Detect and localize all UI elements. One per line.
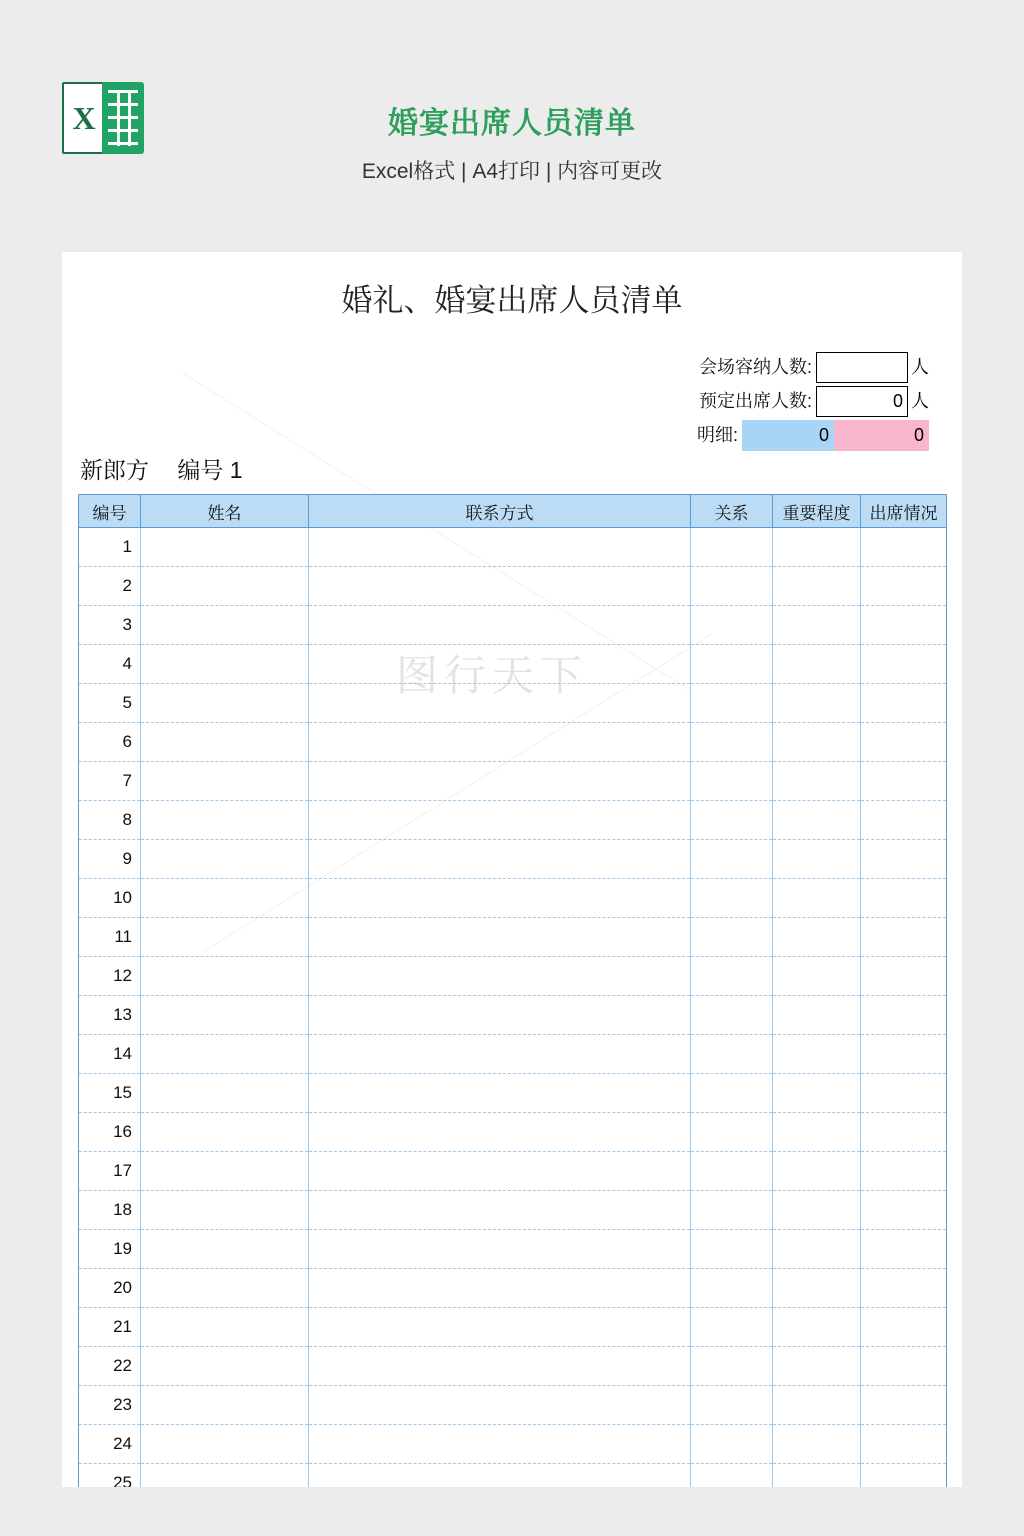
row-name-cell[interactable] bbox=[141, 1464, 309, 1488]
row-attendance-cell[interactable] bbox=[861, 1386, 947, 1425]
row-name-cell[interactable] bbox=[141, 1113, 309, 1152]
row-importance-cell[interactable] bbox=[773, 528, 861, 567]
table-row bbox=[79, 567, 947, 606]
capacity-unit: 人 bbox=[911, 357, 929, 377]
page-subtitle: Excel格式 | A4打印 | 内容可更改 bbox=[361, 160, 663, 183]
row-attendance-cell[interactable] bbox=[861, 567, 947, 606]
page-title: 婚宴出席人员清单 bbox=[388, 107, 636, 140]
row-importance-cell[interactable] bbox=[773, 1152, 861, 1191]
table-row bbox=[79, 1464, 947, 1488]
row-attendance-cell[interactable] bbox=[861, 1074, 947, 1113]
row-relation-cell[interactable] bbox=[691, 606, 773, 645]
row-importance-cell[interactable] bbox=[773, 1308, 861, 1347]
row-attendance-cell[interactable] bbox=[861, 1425, 947, 1464]
row-name-cell[interactable] bbox=[141, 528, 309, 567]
row-attendance-cell[interactable] bbox=[861, 1308, 947, 1347]
column-header-id: 编号 bbox=[79, 495, 141, 528]
row-index-cell[interactable]: 19 bbox=[79, 1230, 141, 1269]
row-name-cell[interactable] bbox=[141, 918, 309, 957]
row-name-cell[interactable] bbox=[141, 1074, 309, 1113]
row-relation-cell[interactable] bbox=[691, 1464, 773, 1488]
row-index-cell[interactable]: 25 bbox=[79, 1464, 141, 1488]
row-contact-cell[interactable] bbox=[309, 567, 691, 606]
row-name-cell[interactable] bbox=[141, 1230, 309, 1269]
table-row bbox=[79, 645, 947, 684]
row-relation-cell[interactable] bbox=[691, 918, 773, 957]
row-contact-cell[interactable] bbox=[309, 1425, 691, 1464]
table-row bbox=[79, 1035, 947, 1074]
table-row bbox=[79, 1386, 947, 1425]
watermark-text: 图行天下 bbox=[395, 654, 588, 700]
row-attendance-cell[interactable] bbox=[861, 762, 947, 801]
table-row bbox=[79, 1152, 947, 1191]
row-contact-cell[interactable] bbox=[309, 1074, 691, 1113]
table-row bbox=[79, 879, 947, 918]
row-importance-cell[interactable] bbox=[773, 1464, 861, 1488]
row-importance-cell[interactable] bbox=[773, 996, 861, 1035]
row-index-cell[interactable]: 8 bbox=[79, 801, 141, 840]
row-relation-cell[interactable] bbox=[691, 684, 773, 723]
row-attendance-cell[interactable] bbox=[861, 1152, 947, 1191]
row-relation-cell[interactable] bbox=[691, 1230, 773, 1269]
row-index-cell[interactable]: 12 bbox=[79, 957, 141, 996]
row-relation-cell[interactable] bbox=[691, 762, 773, 801]
row-index-cell[interactable]: 1 bbox=[79, 528, 141, 567]
row-importance-cell[interactable] bbox=[773, 840, 861, 879]
row-attendance-cell[interactable] bbox=[861, 840, 947, 879]
row-contact-cell[interactable] bbox=[309, 840, 691, 879]
section-number-value[interactable]: 1 bbox=[229, 457, 243, 483]
table-row bbox=[79, 1113, 947, 1152]
row-index-cell[interactable]: 3 bbox=[79, 606, 141, 645]
row-attendance-cell[interactable] bbox=[861, 1464, 947, 1488]
row-name-cell[interactable] bbox=[141, 1386, 309, 1425]
row-name-cell[interactable] bbox=[141, 762, 309, 801]
row-importance-cell[interactable] bbox=[773, 879, 861, 918]
row-index-cell[interactable]: 24 bbox=[79, 1425, 141, 1464]
detail-value-blue[interactable]: 0 bbox=[742, 420, 834, 451]
row-index-cell[interactable]: 22 bbox=[79, 1347, 141, 1386]
row-name-cell[interactable] bbox=[141, 1425, 309, 1464]
spreadsheet-canvas bbox=[62, 252, 962, 1487]
expected-value-cell[interactable]: 0 bbox=[816, 386, 908, 417]
table-row bbox=[79, 918, 947, 957]
row-index-cell[interactable]: 17 bbox=[79, 1152, 141, 1191]
table-row bbox=[79, 801, 947, 840]
row-importance-cell[interactable] bbox=[773, 1269, 861, 1308]
detail-value-pink[interactable]: 0 bbox=[834, 420, 929, 451]
row-attendance-cell[interactable] bbox=[861, 1347, 947, 1386]
row-contact-cell[interactable] bbox=[309, 879, 691, 918]
row-name-cell[interactable] bbox=[141, 1308, 309, 1347]
row-contact-cell[interactable] bbox=[309, 1308, 691, 1347]
row-attendance-cell[interactable] bbox=[861, 957, 947, 996]
row-importance-cell[interactable] bbox=[773, 918, 861, 957]
table-row bbox=[79, 723, 947, 762]
row-contact-cell[interactable] bbox=[309, 957, 691, 996]
row-importance-cell[interactable] bbox=[773, 645, 861, 684]
table-row bbox=[79, 684, 947, 723]
row-attendance-cell[interactable] bbox=[861, 528, 947, 567]
row-index-cell[interactable]: 16 bbox=[79, 1113, 141, 1152]
row-contact-cell[interactable] bbox=[309, 1191, 691, 1230]
expected-label: 预定出席人数: bbox=[698, 391, 812, 411]
table-row bbox=[79, 840, 947, 879]
row-importance-cell[interactable] bbox=[773, 1230, 861, 1269]
row-name-cell[interactable] bbox=[141, 1035, 309, 1074]
row-contact-cell[interactable] bbox=[309, 762, 691, 801]
row-index-cell[interactable]: 2 bbox=[79, 567, 141, 606]
row-importance-cell[interactable] bbox=[773, 1074, 861, 1113]
row-attendance-cell[interactable] bbox=[861, 1035, 947, 1074]
row-contact-cell[interactable] bbox=[309, 645, 691, 684]
row-attendance-cell[interactable] bbox=[861, 1113, 947, 1152]
row-index-cell[interactable]: 23 bbox=[79, 1386, 141, 1425]
row-importance-cell[interactable] bbox=[773, 567, 861, 606]
capacity-label: 会场容纳人数: bbox=[698, 357, 812, 377]
row-attendance-cell[interactable] bbox=[861, 606, 947, 645]
summary-block bbox=[599, 352, 929, 454]
table-row bbox=[79, 996, 947, 1035]
row-contact-cell[interactable] bbox=[309, 1113, 691, 1152]
column-header-relation: 关系 bbox=[691, 495, 773, 528]
row-relation-cell[interactable] bbox=[691, 1386, 773, 1425]
summary-row-expected bbox=[599, 386, 929, 417]
row-attendance-cell[interactable] bbox=[861, 996, 947, 1035]
row-name-cell[interactable] bbox=[141, 1269, 309, 1308]
row-relation-cell[interactable] bbox=[691, 996, 773, 1035]
row-index-cell[interactable]: 20 bbox=[79, 1269, 141, 1308]
row-name-cell[interactable] bbox=[141, 723, 309, 762]
row-index-cell[interactable]: 4 bbox=[79, 645, 141, 684]
expected-unit: 人 bbox=[911, 391, 929, 411]
row-relation-cell[interactable] bbox=[691, 1113, 773, 1152]
row-importance-cell[interactable] bbox=[773, 957, 861, 996]
table-row bbox=[79, 957, 947, 996]
row-index-cell[interactable]: 14 bbox=[79, 1035, 141, 1074]
row-importance-cell[interactable] bbox=[773, 1113, 861, 1152]
row-attendance-cell[interactable] bbox=[861, 879, 947, 918]
row-contact-cell[interactable] bbox=[309, 1152, 691, 1191]
row-name-cell[interactable] bbox=[141, 957, 309, 996]
row-contact-cell[interactable] bbox=[309, 918, 691, 957]
row-relation-cell[interactable] bbox=[691, 645, 773, 684]
row-contact-cell[interactable] bbox=[309, 528, 691, 567]
row-relation-cell[interactable] bbox=[691, 957, 773, 996]
row-index-cell[interactable]: 7 bbox=[79, 762, 141, 801]
row-contact-cell[interactable] bbox=[309, 1464, 691, 1488]
row-name-cell[interactable] bbox=[141, 1152, 309, 1191]
row-importance-cell[interactable] bbox=[773, 1035, 861, 1074]
row-name-cell[interactable] bbox=[141, 996, 309, 1035]
row-contact-cell[interactable] bbox=[309, 801, 691, 840]
row-relation-cell[interactable] bbox=[691, 567, 773, 606]
column-header-contact: 联系方式 bbox=[309, 495, 691, 528]
row-relation-cell[interactable] bbox=[691, 1269, 773, 1308]
page-header bbox=[0, 0, 1024, 210]
table-row bbox=[79, 1191, 947, 1230]
table-row bbox=[79, 1425, 947, 1464]
row-index-cell[interactable]: 10 bbox=[79, 879, 141, 918]
document-title: 婚礼、婚宴出席人员清单 bbox=[341, 283, 683, 318]
summary-row-capacity bbox=[599, 352, 929, 383]
row-relation-cell[interactable] bbox=[691, 528, 773, 567]
row-attendance-cell[interactable] bbox=[861, 645, 947, 684]
row-name-cell[interactable] bbox=[141, 645, 309, 684]
row-contact-cell[interactable] bbox=[309, 1230, 691, 1269]
row-contact-cell[interactable] bbox=[309, 1347, 691, 1386]
row-importance-cell[interactable] bbox=[773, 723, 861, 762]
table-row bbox=[79, 528, 947, 567]
row-name-cell[interactable] bbox=[141, 879, 309, 918]
row-index-cell[interactable]: 5 bbox=[79, 684, 141, 723]
row-relation-cell[interactable] bbox=[691, 1191, 773, 1230]
row-name-cell[interactable] bbox=[141, 606, 309, 645]
section-header bbox=[80, 452, 243, 485]
row-name-cell[interactable] bbox=[141, 1191, 309, 1230]
row-attendance-cell[interactable] bbox=[861, 1191, 947, 1230]
table-row bbox=[79, 1230, 947, 1269]
table-row bbox=[79, 1074, 947, 1113]
row-name-cell[interactable] bbox=[141, 1347, 309, 1386]
row-name-cell[interactable] bbox=[141, 684, 309, 723]
table-row bbox=[79, 1347, 947, 1386]
row-relation-cell[interactable] bbox=[691, 1308, 773, 1347]
summary-row-detail bbox=[599, 420, 929, 451]
row-contact-cell[interactable] bbox=[309, 684, 691, 723]
row-relation-cell[interactable] bbox=[691, 1425, 773, 1464]
row-index-cell[interactable]: 15 bbox=[79, 1074, 141, 1113]
row-contact-cell[interactable] bbox=[309, 606, 691, 645]
row-relation-cell[interactable] bbox=[691, 1152, 773, 1191]
row-attendance-cell[interactable] bbox=[861, 1269, 947, 1308]
row-importance-cell[interactable] bbox=[773, 1347, 861, 1386]
row-relation-cell[interactable] bbox=[691, 723, 773, 762]
row-index-cell[interactable]: 9 bbox=[79, 840, 141, 879]
row-contact-cell[interactable] bbox=[309, 996, 691, 1035]
row-relation-cell[interactable] bbox=[691, 879, 773, 918]
column-header-attendance: 出席情况 bbox=[861, 495, 947, 528]
section-side-label: 新郎方 bbox=[80, 457, 149, 483]
row-relation-cell[interactable] bbox=[691, 840, 773, 879]
row-index-cell[interactable]: 13 bbox=[79, 996, 141, 1035]
row-relation-cell[interactable] bbox=[691, 1074, 773, 1113]
row-contact-cell[interactable] bbox=[309, 1269, 691, 1308]
table-row bbox=[79, 1269, 947, 1308]
row-attendance-cell[interactable] bbox=[861, 684, 947, 723]
row-importance-cell[interactable] bbox=[773, 1386, 861, 1425]
row-contact-cell[interactable] bbox=[309, 1035, 691, 1074]
row-importance-cell[interactable] bbox=[773, 684, 861, 723]
excel-icon-letter: X bbox=[72, 100, 96, 136]
row-index-cell[interactable]: 21 bbox=[79, 1308, 141, 1347]
row-importance-cell[interactable] bbox=[773, 606, 861, 645]
capacity-value-cell[interactable] bbox=[816, 352, 908, 383]
row-relation-cell[interactable] bbox=[691, 1347, 773, 1386]
table-row bbox=[79, 762, 947, 801]
row-importance-cell[interactable] bbox=[773, 1425, 861, 1464]
row-index-cell[interactable]: 6 bbox=[79, 723, 141, 762]
attendee-table bbox=[78, 494, 947, 1487]
row-importance-cell[interactable] bbox=[773, 762, 861, 801]
row-name-cell[interactable] bbox=[141, 840, 309, 879]
column-header-name: 姓名 bbox=[141, 495, 309, 528]
table-header-row bbox=[79, 495, 947, 528]
row-index-cell[interactable]: 18 bbox=[79, 1191, 141, 1230]
row-index-cell[interactable]: 11 bbox=[79, 918, 141, 957]
row-attendance-cell[interactable] bbox=[861, 1230, 947, 1269]
row-attendance-cell[interactable] bbox=[861, 801, 947, 840]
table-row bbox=[79, 1308, 947, 1347]
table-row bbox=[79, 606, 947, 645]
row-relation-cell[interactable] bbox=[691, 801, 773, 840]
row-name-cell[interactable] bbox=[141, 801, 309, 840]
detail-label: 明细: bbox=[696, 425, 738, 445]
row-importance-cell[interactable] bbox=[773, 801, 861, 840]
row-relation-cell[interactable] bbox=[691, 1035, 773, 1074]
row-attendance-cell[interactable] bbox=[861, 918, 947, 957]
row-contact-cell[interactable] bbox=[309, 723, 691, 762]
section-number-label: 编号 bbox=[177, 457, 224, 483]
row-contact-cell[interactable] bbox=[309, 1386, 691, 1425]
row-name-cell[interactable] bbox=[141, 567, 309, 606]
column-header-importance: 重要程度 bbox=[773, 495, 861, 528]
row-importance-cell[interactable] bbox=[773, 1191, 861, 1230]
row-attendance-cell[interactable] bbox=[861, 723, 947, 762]
